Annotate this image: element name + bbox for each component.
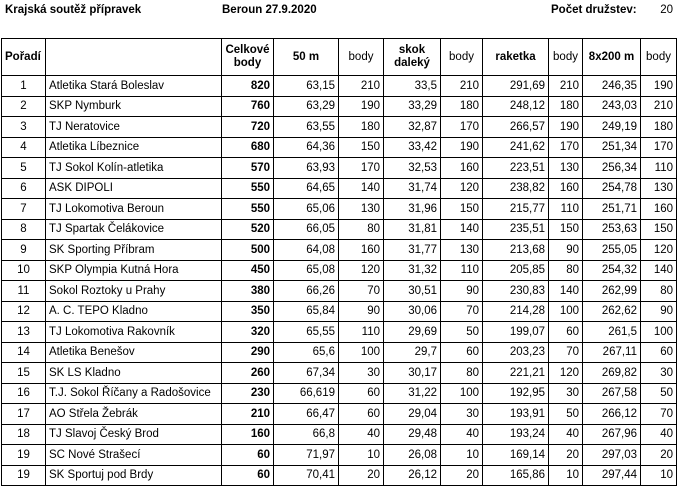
table-row — [2, 96, 677, 117]
points-jump-cell[interactable]: 40 — [441, 424, 483, 445]
col-header-points-50m: body — [339, 39, 384, 76]
time-50m-cell[interactable]: 65,08 — [274, 260, 339, 281]
long-jump-cell[interactable]: 33,42 — [384, 137, 441, 158]
team-cell[interactable]: SK Sportuj pod Brdy — [46, 465, 222, 486]
points-50m-cell[interactable]: 30 — [339, 363, 384, 384]
long-jump-cell[interactable]: 32,87 — [384, 117, 441, 138]
points-relay-cell[interactable]: 170 — [641, 137, 677, 158]
points-rocket-cell[interactable]: 60 — [549, 322, 583, 343]
relay-time-cell[interactable]: 254,78 — [583, 178, 641, 199]
team-cell[interactable]: SC Nové Strašecí — [46, 445, 222, 466]
total-points-cell[interactable]: 260 — [222, 363, 274, 384]
rocket-cell[interactable]: 214,28 — [483, 301, 549, 322]
time-50m-cell[interactable]: 65,55 — [274, 322, 339, 343]
total-points-cell[interactable]: 550 — [222, 199, 274, 220]
points-50m-cell[interactable]: 150 — [339, 137, 384, 158]
col-header-total: Celkové body — [222, 39, 274, 76]
points-relay-cell[interactable]: 110 — [641, 158, 677, 179]
venue-date: Beroun 27.9.2020 — [222, 4, 317, 16]
long-jump-cell[interactable]: 33,5 — [384, 76, 441, 97]
results-table — [1, 38, 677, 486]
rank-cell[interactable]: 2 — [2, 96, 46, 117]
table-row — [2, 260, 677, 281]
points-50m-cell[interactable]: 140 — [339, 178, 384, 199]
col-header-50m: 50 m — [274, 39, 339, 76]
long-jump-cell[interactable]: 29,04 — [384, 404, 441, 425]
long-jump-cell[interactable]: 31,81 — [384, 219, 441, 240]
points-50m-cell[interactable]: 210 — [339, 76, 384, 97]
points-rocket-cell[interactable]: 130 — [549, 158, 583, 179]
rank-cell[interactable]: 14 — [2, 342, 46, 363]
points-rocket-cell[interactable]: 180 — [549, 96, 583, 117]
relay-time-cell[interactable]: 255,05 — [583, 240, 641, 261]
table-row — [2, 158, 677, 179]
time-50m-cell[interactable]: 65,06 — [274, 199, 339, 220]
total-points-cell[interactable]: 210 — [222, 404, 274, 425]
points-jump-cell[interactable]: 90 — [441, 281, 483, 302]
long-jump-cell[interactable]: 26,08 — [384, 445, 441, 466]
col-header-points-relay: body — [641, 39, 677, 76]
table-row — [2, 219, 677, 240]
time-50m-cell[interactable]: 71,97 — [274, 445, 339, 466]
points-jump-cell[interactable]: 70 — [441, 301, 483, 322]
points-rocket-cell[interactable]: 80 — [549, 260, 583, 281]
table-row — [2, 301, 677, 322]
rocket-cell[interactable]: 165,86 — [483, 465, 549, 486]
rocket-cell[interactable]: 192,95 — [483, 383, 549, 404]
points-rocket-cell[interactable]: 150 — [549, 219, 583, 240]
points-jump-cell[interactable]: 170 — [441, 117, 483, 138]
time-50m-cell[interactable]: 66,47 — [274, 404, 339, 425]
points-50m-cell[interactable]: 190 — [339, 96, 384, 117]
points-jump-cell[interactable]: 100 — [441, 383, 483, 404]
long-jump-cell[interactable]: 30,17 — [384, 363, 441, 384]
time-50m-cell[interactable]: 63,15 — [274, 76, 339, 97]
col-header-team — [46, 39, 222, 76]
points-rocket-cell[interactable]: 160 — [549, 178, 583, 199]
rank-cell[interactable]: 1 — [2, 76, 46, 97]
relay-time-cell[interactable]: 269,82 — [583, 363, 641, 384]
rank-cell[interactable]: 9 — [2, 240, 46, 261]
team-cell[interactable]: Atletika Stará Boleslav — [46, 76, 222, 97]
points-50m-cell[interactable]: 70 — [339, 281, 384, 302]
long-jump-cell[interactable]: 31,74 — [384, 178, 441, 199]
sheet-title: Krajská soutěž přípravek — [5, 4, 142, 16]
col-header-relay: 8x200 m — [583, 39, 641, 76]
time-50m-cell[interactable]: 70,41 — [274, 465, 339, 486]
time-50m-cell[interactable]: 66,8 — [274, 424, 339, 445]
teams-count-value: 20 — [660, 4, 673, 16]
points-50m-cell[interactable]: 110 — [339, 322, 384, 343]
rank-cell[interactable]: 3 — [2, 117, 46, 138]
table-row — [2, 76, 677, 97]
relay-time-cell[interactable]: 267,11 — [583, 342, 641, 363]
total-points-cell[interactable]: 350 — [222, 301, 274, 322]
total-points-cell[interactable]: 450 — [222, 260, 274, 281]
rank-cell[interactable]: 19 — [2, 445, 46, 466]
points-jump-cell[interactable]: 10 — [441, 445, 483, 466]
relay-time-cell[interactable]: 262,99 — [583, 281, 641, 302]
long-jump-cell[interactable]: 32,53 — [384, 158, 441, 179]
rocket-cell[interactable]: 199,07 — [483, 322, 549, 343]
points-jump-cell[interactable]: 110 — [441, 260, 483, 281]
rocket-cell[interactable]: 223,51 — [483, 158, 549, 179]
total-points-cell[interactable]: 320 — [222, 322, 274, 343]
points-relay-cell[interactable]: 100 — [641, 322, 677, 343]
time-50m-cell[interactable]: 63,93 — [274, 158, 339, 179]
points-50m-cell[interactable]: 120 — [339, 260, 384, 281]
rank-cell[interactable]: 6 — [2, 178, 46, 199]
rank-cell[interactable]: 5 — [2, 158, 46, 179]
long-jump-cell[interactable]: 30,06 — [384, 301, 441, 322]
rocket-cell[interactable]: 241,62 — [483, 137, 549, 158]
long-jump-cell[interactable]: 29,48 — [384, 424, 441, 445]
total-points-cell[interactable]: 680 — [222, 137, 274, 158]
total-points-cell[interactable]: 380 — [222, 281, 274, 302]
team-cell[interactable]: TJ Lokomotiva Rakovník — [46, 322, 222, 343]
rocket-cell[interactable]: 266,57 — [483, 117, 549, 138]
points-50m-cell[interactable]: 80 — [339, 219, 384, 240]
rank-cell[interactable]: 7 — [2, 199, 46, 220]
total-points-cell[interactable]: 500 — [222, 240, 274, 261]
rank-cell[interactable]: 11 — [2, 281, 46, 302]
team-cell[interactable]: Atletika Benešov — [46, 342, 222, 363]
table-row — [2, 465, 677, 486]
rocket-cell[interactable]: 205,85 — [483, 260, 549, 281]
points-relay-cell[interactable]: 140 — [641, 260, 677, 281]
relay-time-cell[interactable]: 256,34 — [583, 158, 641, 179]
table-row — [2, 117, 677, 138]
rank-cell[interactable]: 4 — [2, 137, 46, 158]
relay-time-cell[interactable]: 243,03 — [583, 96, 641, 117]
long-jump-cell[interactable]: 31,77 — [384, 240, 441, 261]
time-50m-cell[interactable]: 67,34 — [274, 363, 339, 384]
rocket-cell[interactable]: 291,69 — [483, 76, 549, 97]
points-jump-cell[interactable]: 210 — [441, 76, 483, 97]
points-rocket-cell[interactable]: 90 — [549, 240, 583, 261]
time-50m-cell[interactable]: 66,619 — [274, 383, 339, 404]
points-50m-cell[interactable]: 10 — [339, 445, 384, 466]
long-jump-cell[interactable]: 30,51 — [384, 281, 441, 302]
time-50m-cell[interactable]: 64,36 — [274, 137, 339, 158]
relay-time-cell[interactable]: 251,34 — [583, 137, 641, 158]
rank-cell[interactable]: 10 — [2, 260, 46, 281]
team-cell[interactable]: SK Sporting Příbram — [46, 240, 222, 261]
points-relay-cell[interactable]: 160 — [641, 199, 677, 220]
time-50m-cell[interactable]: 63,55 — [274, 117, 339, 138]
header-row — [2, 39, 677, 76]
points-relay-cell[interactable]: 70 — [641, 404, 677, 425]
team-cell[interactable]: AO Střela Žebrák — [46, 404, 222, 425]
long-jump-cell[interactable]: 31,96 — [384, 199, 441, 220]
points-relay-cell[interactable]: 30 — [641, 363, 677, 384]
total-points-cell[interactable]: 520 — [222, 219, 274, 240]
points-relay-cell[interactable]: 210 — [641, 96, 677, 117]
relay-time-cell[interactable]: 297,44 — [583, 465, 641, 486]
table-row — [2, 178, 677, 199]
total-points-cell[interactable]: 820 — [222, 76, 274, 97]
team-cell[interactable]: SKP Olympia Kutná Hora — [46, 260, 222, 281]
relay-time-cell[interactable]: 262,62 — [583, 301, 641, 322]
col-header-rocket: raketka — [483, 39, 549, 76]
rocket-cell[interactable]: 248,12 — [483, 96, 549, 117]
team-cell[interactable]: TJ Spartak Čelákovice — [46, 219, 222, 240]
points-50m-cell[interactable]: 90 — [339, 301, 384, 322]
points-relay-cell[interactable]: 190 — [641, 76, 677, 97]
teams-count-label: Počet družstev: — [551, 4, 637, 16]
total-points-cell[interactable]: 60 — [222, 465, 274, 486]
total-points-cell[interactable]: 160 — [222, 424, 274, 445]
col-header-rank: Pořadí — [2, 39, 46, 76]
relay-time-cell[interactable]: 246,35 — [583, 76, 641, 97]
points-50m-cell[interactable]: 160 — [339, 240, 384, 261]
long-jump-cell[interactable]: 33,29 — [384, 96, 441, 117]
sheet-header — [0, 0, 680, 20]
team-cell[interactable]: TJ Slavoj Český Brod — [46, 424, 222, 445]
points-rocket-cell[interactable]: 120 — [549, 363, 583, 384]
col-header-points-jump: body — [441, 39, 483, 76]
table-row — [2, 322, 677, 343]
points-rocket-cell[interactable]: 30 — [549, 383, 583, 404]
table-row — [2, 404, 677, 425]
team-cell[interactable]: Sokol Roztoky u Prahy — [46, 281, 222, 302]
points-jump-cell[interactable]: 80 — [441, 363, 483, 384]
relay-time-cell[interactable]: 249,19 — [583, 117, 641, 138]
total-points-cell[interactable]: 570 — [222, 158, 274, 179]
table-row — [2, 424, 677, 445]
long-jump-cell[interactable]: 31,32 — [384, 260, 441, 281]
rocket-cell[interactable]: 238,82 — [483, 178, 549, 199]
table-row — [2, 342, 677, 363]
table-row — [2, 240, 677, 261]
rocket-cell[interactable]: 230,83 — [483, 281, 549, 302]
points-50m-cell[interactable]: 20 — [339, 465, 384, 486]
time-50m-cell[interactable]: 63,29 — [274, 96, 339, 117]
table-row — [2, 383, 677, 404]
relay-time-cell[interactable]: 266,12 — [583, 404, 641, 425]
points-rocket-cell[interactable]: 210 — [549, 76, 583, 97]
points-50m-cell[interactable]: 130 — [339, 199, 384, 220]
points-rocket-cell[interactable]: 100 — [549, 301, 583, 322]
points-jump-cell[interactable]: 20 — [441, 465, 483, 486]
rank-cell[interactable]: 16 — [2, 383, 46, 404]
rank-cell[interactable]: 13 — [2, 322, 46, 343]
time-50m-cell[interactable]: 64,65 — [274, 178, 339, 199]
points-jump-cell[interactable]: 190 — [441, 137, 483, 158]
relay-time-cell[interactable]: 254,32 — [583, 260, 641, 281]
points-jump-cell[interactable]: 180 — [441, 96, 483, 117]
rocket-cell[interactable]: 213,68 — [483, 240, 549, 261]
team-cell[interactable]: A. C. TEPO Kladno — [46, 301, 222, 322]
rank-cell[interactable]: 12 — [2, 301, 46, 322]
col-header-points-rocket: body — [549, 39, 583, 76]
points-relay-cell[interactable]: 20 — [641, 445, 677, 466]
points-jump-cell[interactable]: 150 — [441, 199, 483, 220]
long-jump-cell[interactable]: 31,22 — [384, 383, 441, 404]
time-50m-cell[interactable]: 66,26 — [274, 281, 339, 302]
points-rocket-cell[interactable]: 40 — [549, 424, 583, 445]
points-jump-cell[interactable]: 50 — [441, 322, 483, 343]
team-cell[interactable]: ASK DIPOLI — [46, 178, 222, 199]
points-jump-cell[interactable]: 60 — [441, 342, 483, 363]
long-jump-cell[interactable]: 26,12 — [384, 465, 441, 486]
points-relay-cell[interactable]: 80 — [641, 281, 677, 302]
team-cell[interactable]: TJ Lokomotiva Beroun — [46, 199, 222, 220]
results-body — [2, 76, 677, 486]
table-row — [2, 281, 677, 302]
points-rocket-cell[interactable]: 10 — [549, 465, 583, 486]
rocket-cell[interactable]: 221,21 — [483, 363, 549, 384]
time-50m-cell[interactable]: 65,6 — [274, 342, 339, 363]
total-points-cell[interactable]: 720 — [222, 117, 274, 138]
points-jump-cell[interactable]: 140 — [441, 219, 483, 240]
time-50m-cell[interactable]: 66,05 — [274, 219, 339, 240]
col-header-long-jump: skok daleký — [384, 39, 441, 76]
points-jump-cell[interactable]: 160 — [441, 158, 483, 179]
relay-time-cell[interactable]: 267,96 — [583, 424, 641, 445]
points-relay-cell[interactable]: 40 — [641, 424, 677, 445]
total-points-cell[interactable]: 290 — [222, 342, 274, 363]
total-points-cell[interactable]: 60 — [222, 445, 274, 466]
relay-time-cell[interactable]: 261,5 — [583, 322, 641, 343]
points-rocket-cell[interactable]: 20 — [549, 445, 583, 466]
total-points-cell[interactable]: 230 — [222, 383, 274, 404]
points-jump-cell[interactable]: 30 — [441, 404, 483, 425]
rank-cell[interactable]: 19 — [2, 465, 46, 486]
relay-time-cell[interactable]: 251,71 — [583, 199, 641, 220]
points-rocket-cell[interactable]: 140 — [549, 281, 583, 302]
rank-cell[interactable]: 17 — [2, 404, 46, 425]
rocket-cell[interactable]: 203,23 — [483, 342, 549, 363]
points-jump-cell[interactable]: 120 — [441, 178, 483, 199]
points-rocket-cell[interactable]: 70 — [549, 342, 583, 363]
rocket-cell[interactable]: 193,24 — [483, 424, 549, 445]
points-50m-cell[interactable]: 180 — [339, 117, 384, 138]
rocket-cell[interactable]: 193,91 — [483, 404, 549, 425]
team-cell[interactable]: SKP Nymburk — [46, 96, 222, 117]
team-cell[interactable]: SK LS Kladno — [46, 363, 222, 384]
table-row — [2, 363, 677, 384]
points-relay-cell[interactable]: 10 — [641, 465, 677, 486]
rank-cell[interactable]: 15 — [2, 363, 46, 384]
total-points-cell[interactable]: 550 — [222, 178, 274, 199]
time-50m-cell[interactable]: 64,08 — [274, 240, 339, 261]
points-relay-cell[interactable]: 130 — [641, 178, 677, 199]
points-relay-cell[interactable]: 150 — [641, 219, 677, 240]
points-50m-cell[interactable]: 60 — [339, 404, 384, 425]
table-row — [2, 199, 677, 220]
relay-time-cell[interactable]: 297,03 — [583, 445, 641, 466]
points-relay-cell[interactable]: 90 — [641, 301, 677, 322]
rocket-cell[interactable]: 215,77 — [483, 199, 549, 220]
points-rocket-cell[interactable]: 50 — [549, 404, 583, 425]
points-50m-cell[interactable]: 60 — [339, 383, 384, 404]
points-50m-cell[interactable]: 40 — [339, 424, 384, 445]
team-cell[interactable]: TJ Neratovice — [46, 117, 222, 138]
long-jump-cell[interactable]: 29,69 — [384, 322, 441, 343]
points-relay-cell[interactable]: 60 — [641, 342, 677, 363]
points-50m-cell[interactable]: 100 — [339, 342, 384, 363]
points-relay-cell[interactable]: 50 — [641, 383, 677, 404]
long-jump-cell[interactable]: 29,7 — [384, 342, 441, 363]
relay-time-cell[interactable]: 267,58 — [583, 383, 641, 404]
table-row — [2, 445, 677, 466]
rocket-cell[interactable]: 235,51 — [483, 219, 549, 240]
points-jump-cell[interactable]: 130 — [441, 240, 483, 261]
time-50m-cell[interactable]: 65,84 — [274, 301, 339, 322]
rank-cell[interactable]: 8 — [2, 219, 46, 240]
team-cell[interactable]: T.J. Sokol Říčany a Radošovice — [46, 383, 222, 404]
team-cell[interactable]: Atletika Líbeznice — [46, 137, 222, 158]
rocket-cell[interactable]: 169,14 — [483, 445, 549, 466]
points-50m-cell[interactable]: 170 — [339, 158, 384, 179]
points-rocket-cell[interactable]: 110 — [549, 199, 583, 220]
relay-time-cell[interactable]: 253,63 — [583, 219, 641, 240]
points-rocket-cell[interactable]: 170 — [549, 137, 583, 158]
points-relay-cell[interactable]: 120 — [641, 240, 677, 261]
points-rocket-cell[interactable]: 190 — [549, 117, 583, 138]
points-relay-cell[interactable]: 180 — [641, 117, 677, 138]
rank-cell[interactable]: 18 — [2, 424, 46, 445]
total-points-cell[interactable]: 760 — [222, 96, 274, 117]
team-cell[interactable]: TJ Sokol Kolín-atletika — [46, 158, 222, 179]
table-row — [2, 137, 677, 158]
